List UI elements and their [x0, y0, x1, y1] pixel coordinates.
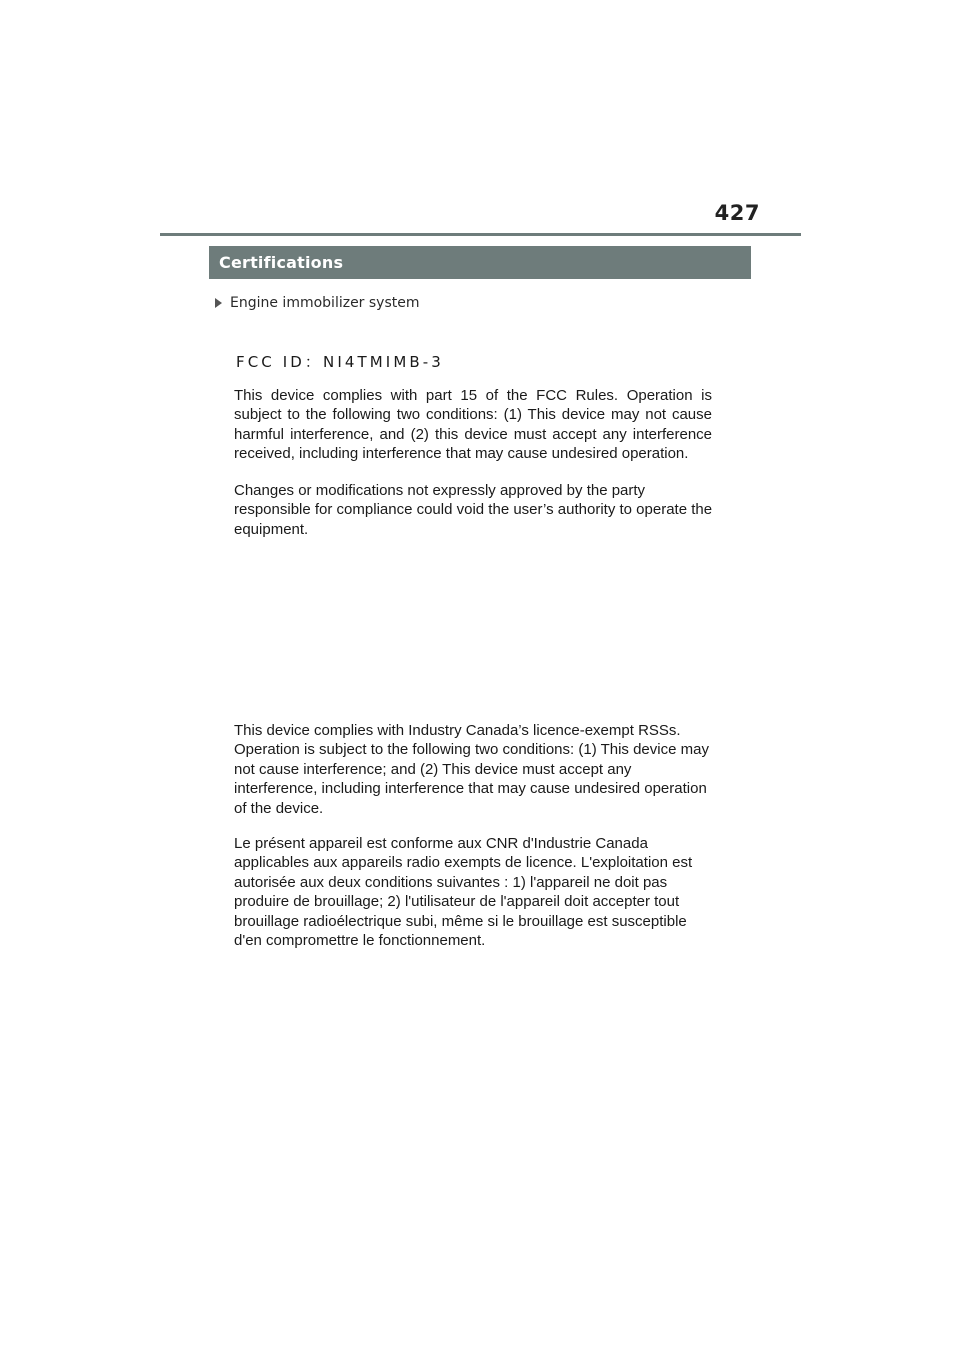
fcc-compliance-text: This device complies with part 15 of the FCC Rules. Operation is subject to the following two conditions: (1) This device may not cause harmful interference, and (2) this device must accept any interference received, including interference that may cause undesired operation. [234, 387, 712, 463]
subheading-label: Engine immobilizer system [230, 295, 420, 311]
fcc-changes-text: Changes or modifications not expressly approved by the party responsible for compliance could void the user’s authority to operate the equipment. [234, 482, 713, 538]
header-rule [160, 233, 801, 236]
section-title: Certifications [219, 253, 344, 272]
industry-canada-english-text: This device complies with Industry Canada’s licence-exempt RSSs. Operation is subject to the following two conditions: (1) This device may not cause interference; and (2) This device must accept any interference, including interference that may cause undesired operation of the device. [234, 722, 709, 817]
section-header-bar [209, 246, 751, 279]
page-number: 427 [714, 201, 760, 225]
industry-canada-french-text: Le présent appareil est conforme aux CNR d'Industrie Canada applicables aux appareils radio exempts de licence. L'exploitation est autorisée aux deux conditions suivantes : 1) l'appareil ne doit pas produire de brouillage; 2) l'utilisateur de l'appareil doit accepter tout brouillage radioélectrique subi, même si le brouillage est susceptible d'en compromettre le fonctionnement. [234, 835, 693, 950]
triangle-arrow-icon [215, 298, 222, 308]
subheading [215, 295, 420, 311]
fcc-id: FCC ID：NI4TMIMB-3 [236, 353, 444, 371]
